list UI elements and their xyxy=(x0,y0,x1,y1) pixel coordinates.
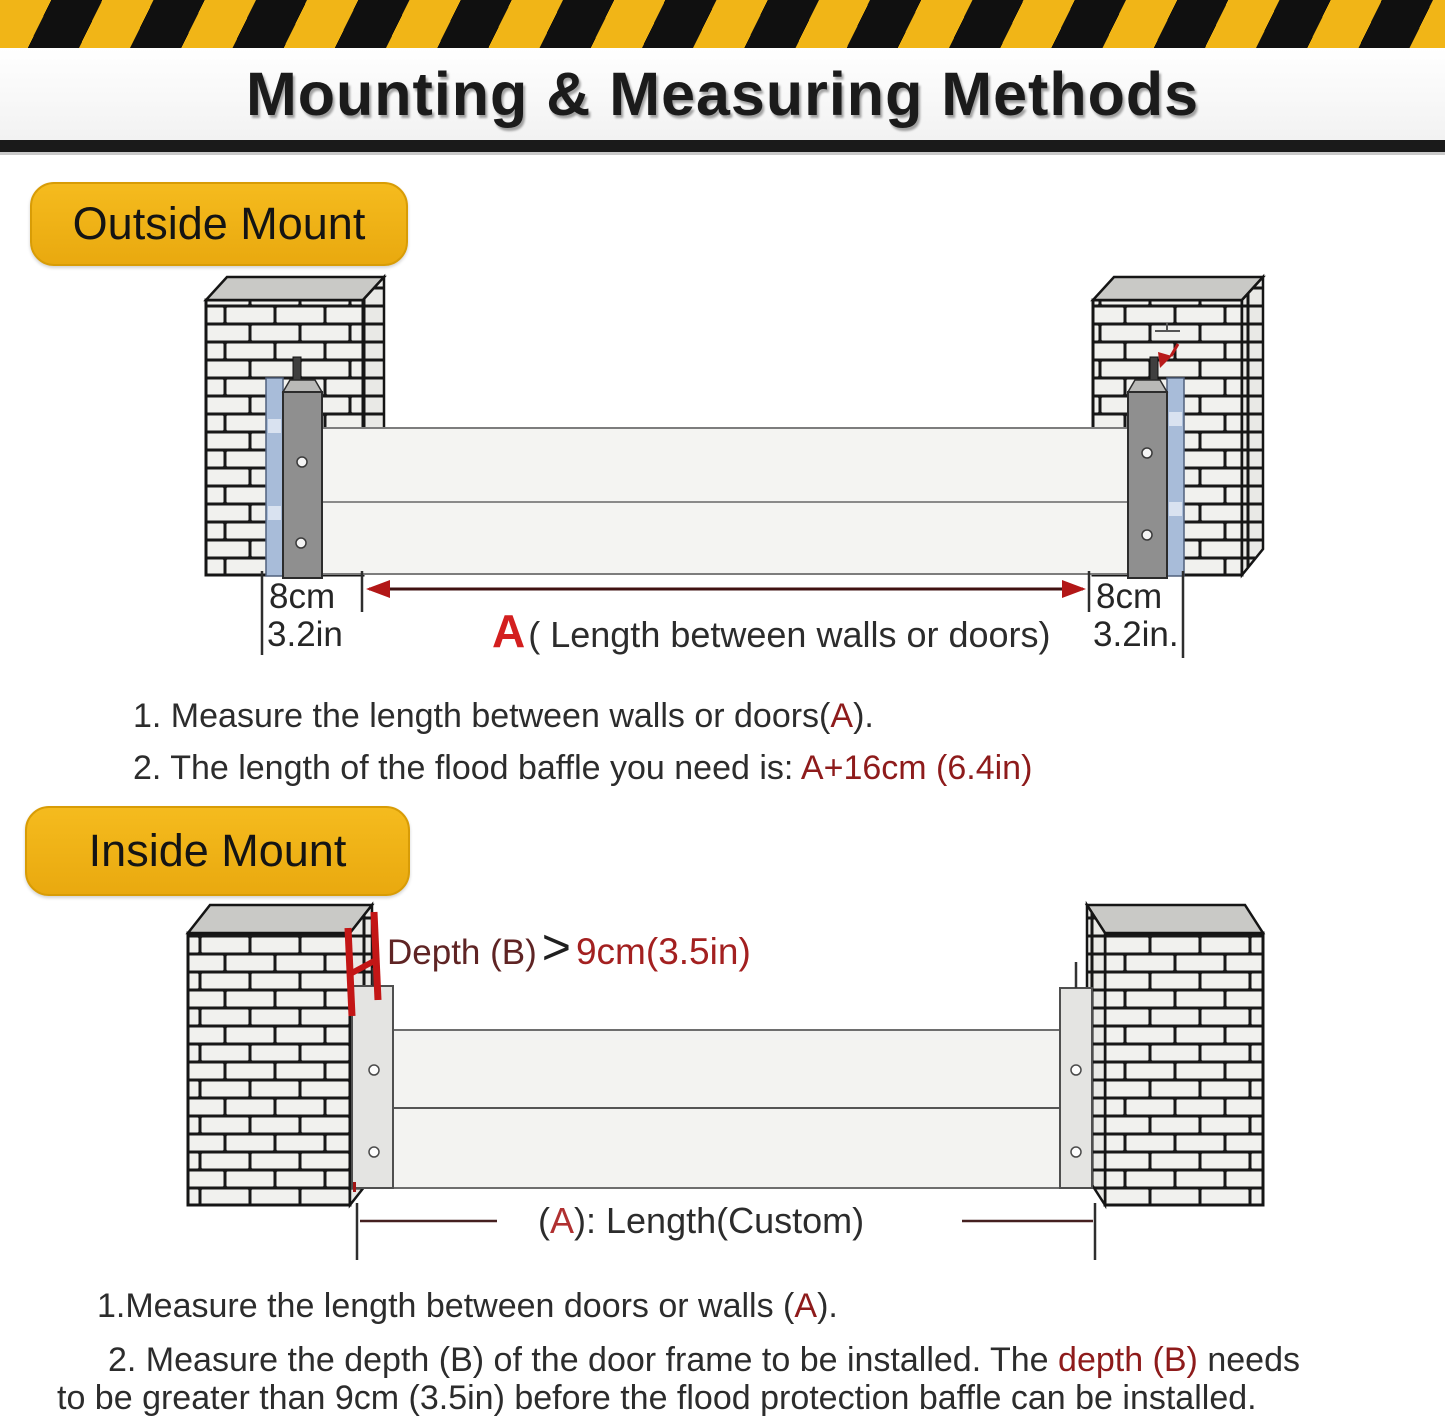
hazard-stripe-banner xyxy=(0,0,1445,48)
outside-mount-label xyxy=(30,182,408,266)
screw xyxy=(1071,1065,1081,1075)
outside-mount-label-text: Outside Mount xyxy=(72,198,366,249)
dim-32in-right: 3.2in. xyxy=(1093,615,1179,654)
inside-left-pillar xyxy=(188,905,372,1205)
dim-8cm-left: 8cm xyxy=(269,577,336,616)
screw xyxy=(1142,448,1152,458)
screw xyxy=(369,1065,379,1075)
inside-flood-baffle xyxy=(393,1030,1060,1188)
length-a-symbol: A xyxy=(550,1200,575,1241)
arrowhead-left-icon xyxy=(366,580,390,598)
outside-step-2: 2. The length of the flood baffle you need is: A+16cm (6.4in) xyxy=(133,749,1033,787)
screw xyxy=(296,538,306,548)
inside-step-2: 2. Measure the depth (B) of the door frame to be installed. The depth (B) needs xyxy=(108,1341,1300,1379)
right-channel-slot xyxy=(1150,357,1158,382)
inside-mount-label-text: Inside Mount xyxy=(88,825,347,876)
screw xyxy=(1071,1147,1081,1157)
length-a-symbol: A xyxy=(492,605,526,657)
inside-step-2-continued: to be greater than 9cm (3.5in) before the flood protection baffle can be installed. xyxy=(57,1379,1257,1417)
depth-label: Depth (B) > 9cm(3.5in) xyxy=(387,919,751,975)
left-channel-slot xyxy=(293,357,301,382)
screw xyxy=(1142,530,1152,540)
right-seal-strip xyxy=(1167,378,1184,576)
outside-step-1: 1. Measure the length between walls or doors(A). xyxy=(133,697,874,735)
title-band xyxy=(0,48,1445,140)
length-between-walls-label: A ( Length between walls or doors) xyxy=(492,605,1051,657)
header-divider xyxy=(0,140,1445,155)
page-title: Mounting & Measuring Methods xyxy=(245,60,1200,128)
inside-right-channel xyxy=(1060,962,1092,1188)
length-arrow xyxy=(366,580,1086,598)
arrowhead-right-icon xyxy=(1062,580,1086,598)
length-custom-label: ( A ): Length(Custom) xyxy=(538,1200,865,1241)
inside-left-channel xyxy=(352,968,393,1192)
dim-8cm-right: 8cm xyxy=(1096,577,1163,616)
dim-32in-left: 3.2in xyxy=(267,615,343,654)
inside-mount-label xyxy=(25,806,410,896)
screw xyxy=(297,457,307,467)
inside-right-pillar xyxy=(1087,905,1263,1205)
greater-than-symbol: > xyxy=(541,919,571,975)
flood-baffle xyxy=(322,428,1128,574)
screw xyxy=(369,1147,379,1157)
inside-step-1: 1.Measure the length between doors or walls (A). xyxy=(97,1287,838,1325)
left-mounting-channel xyxy=(266,378,322,578)
left-seal-strip xyxy=(266,378,283,576)
